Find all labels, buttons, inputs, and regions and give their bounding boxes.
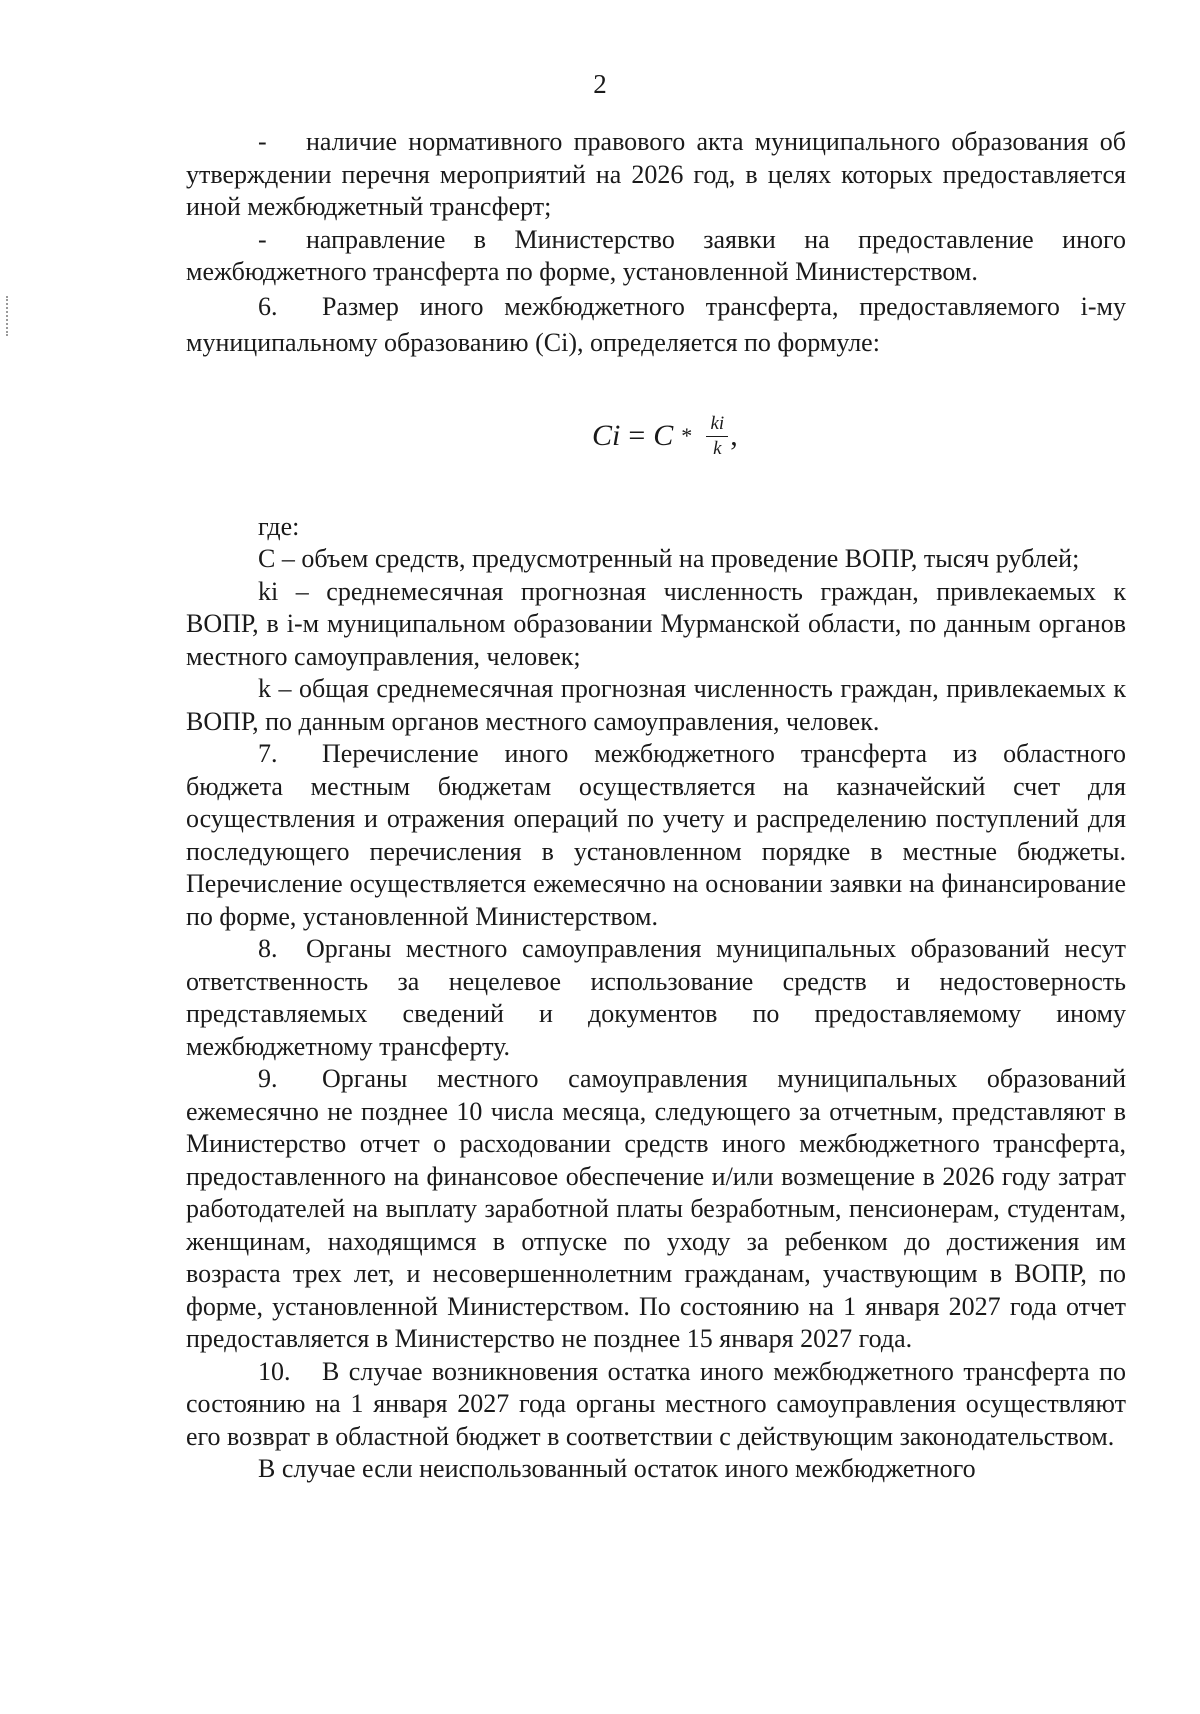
formula-lhs: Ci	[592, 419, 621, 452]
paragraph-9	[186, 1063, 1126, 1356]
paragraph-number: 7.	[258, 739, 278, 768]
formula-block	[186, 371, 1126, 511]
bullet-text: наличие нормативного правового акта муниципального образования об утверждении перечня мероприятий на 2026 год, в целях которых предоставляется иной межбюджетный трансферт;	[186, 127, 1126, 221]
paragraph-10	[186, 1356, 1126, 1454]
formula-c: C	[653, 419, 674, 452]
paragraph-text: Перечисление иного межбюджетного трансферта из областного бюджета местным бюджетам осуществляется на казначейский счет для осуществления и отражения операций по учету и распределению поступлений для последующего перечисления в установленном порядке в местные бюджеты. Перечисление осуществляется ежемесячно на основании заявки на финансирование по форме, установленной Министерством.	[186, 739, 1126, 931]
paragraph-number: 10.	[258, 1356, 291, 1386]
bullet-dash: -	[258, 224, 267, 254]
fraction-bar	[706, 436, 728, 437]
where-label: где:	[258, 511, 300, 541]
bullet-item	[186, 224, 1126, 289]
paragraph-6	[186, 289, 1126, 361]
bullet-dash: -	[258, 127, 267, 156]
fraction-denominator: k	[713, 437, 722, 459]
fraction-numerator: ki	[710, 412, 725, 434]
formula-comma: ,	[730, 419, 738, 452]
paragraph-text: В случае возникновения остатка иного межбюджетного трансферта по состоянию на 1 января 2027 года органы местного самоуправления осуществляют его возврат в областной бюджет в соответствии с действующим законодательством.	[186, 1356, 1126, 1451]
paragraph-8	[186, 933, 1126, 1063]
bullet-text: направление в Министерство заявки на предоставление иного межбюджетного трансферта по форме, установленной Министерством.	[186, 224, 1126, 286]
formula-fraction	[706, 413, 728, 460]
definition-c: С – объем средств, предусмотренный на проведение ВОПР, тысяч рублей;	[258, 544, 1080, 573]
paragraph-number: 9.	[258, 1064, 278, 1093]
bullet-item	[186, 126, 1126, 224]
paragraph-text: Органы местного самоуправления муниципальных образований несут ответственность за нецелевое использование средств и недостоверность представляемых сведений и документов по предоставляемому иному межбюджетному трансферту.	[186, 934, 1126, 1061]
definition-k: k – общая среднемесячная прогнозная численность граждан, привлекаемых к ВОПР, по данным органов местного самоуправления, человек.	[186, 674, 1126, 736]
formula-multiply: *	[681, 423, 693, 448]
paragraph-text: Размер иного межбюджетного трансферта, предоставляемого i-му муниципальному образованию (Ci), определяется по формуле:	[186, 291, 1126, 357]
paragraph-number: 8.	[258, 934, 278, 963]
paragraph-number: 6.	[258, 291, 278, 321]
margin-scan-mark	[6, 296, 10, 336]
page-number: 2	[593, 69, 607, 99]
formula	[592, 413, 738, 460]
paragraph-text: Органы местного самоуправления муниципальных образований ежемесячно не позднее 10 числа месяца, следующего за отчетным, представляют в Министерство отчет о расходовании средств иного межбюджетного трансферта, предоставленного на финансовое обеспечение и/или возмещение в 2026 году затрат работодателей на выплату заработной платы безработным, пенсионерам, студентам, женщинам, находящимся в отпуске по уходу за ребенком до достижения им возраста трех лет, и несовершеннолетним гражданам, участвующим в ВОПР, по форме, установленной Министерством. По состоянию на 1 января 2027 года отчет предоставляется в Министерство не позднее 15 января 2027 года.	[186, 1064, 1126, 1353]
paragraph-7	[186, 738, 1126, 933]
paragraph-continuation: В случае если неиспользованный остаток иного межбюджетного	[258, 1454, 976, 1483]
formula-equals: =	[628, 419, 646, 452]
document-body	[186, 126, 1126, 1486]
definition-ki: ki – среднемесячная прогнозная численность граждан, привлекаемых к ВОПР, в i-м муниципальном образовании Мурманской области, по данным органов местного самоуправления, человек;	[186, 576, 1126, 671]
